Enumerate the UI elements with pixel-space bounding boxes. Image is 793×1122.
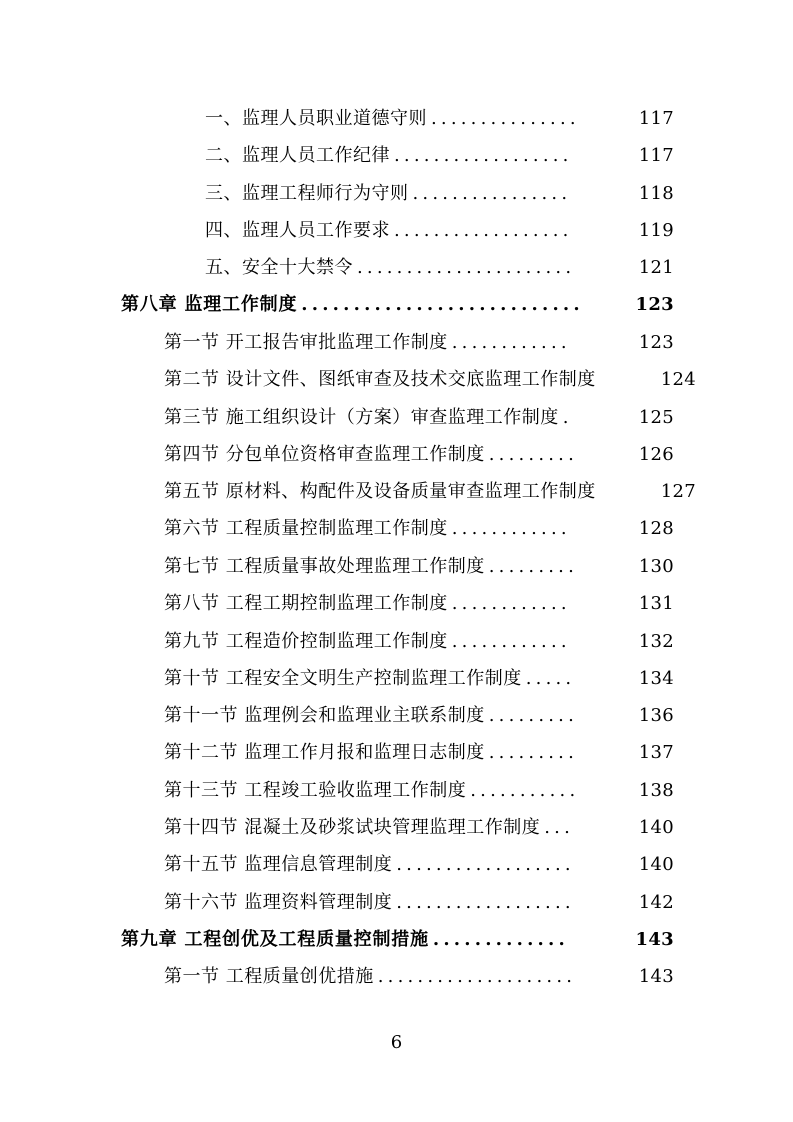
toc-entry-title: 第十四节 混凝土及砂浆试块管理监理工作制度 [164, 817, 541, 838]
toc-entry-page: 137 [638, 742, 674, 763]
toc-leader: ......... [488, 444, 579, 465]
toc-leader: .................. [396, 854, 575, 875]
toc-entry-title: 第八章 监理工作制度 [121, 294, 298, 315]
toc-entry-page: 117 [638, 145, 674, 166]
toc-entry-title: 第九章 工程创优及工程质量控制措施 [121, 929, 429, 950]
toc-leader: ..... [525, 668, 576, 689]
toc-entry-page: 132 [638, 631, 674, 652]
toc-entry-page: 142 [638, 892, 674, 913]
toc-leader: ........................... [301, 294, 584, 315]
toc-entry[interactable] [164, 964, 674, 990]
toc-entry-page: 121 [638, 257, 674, 278]
toc-leader: .................. [394, 145, 573, 166]
toc-entry-page: 128 [638, 518, 674, 539]
toc-entry-title: 第十六节 监理资料管理制度 [164, 892, 393, 913]
toc-entry[interactable] [164, 703, 674, 729]
toc-leader: .................. [396, 892, 575, 913]
toc-entry[interactable] [164, 330, 674, 356]
toc-leader: ...................... [357, 257, 576, 278]
toc-entry[interactable] [164, 516, 674, 542]
toc-entry-page: 124 [660, 369, 696, 390]
page-number: 6 [390, 1032, 403, 1053]
toc-leader: ............ [451, 518, 571, 539]
toc-leader: ......... [488, 556, 579, 577]
toc-entry-title: 第二节 设计文件、图纸审查及技术交底监理工作制度 [164, 369, 596, 390]
toc-entry-page: 126 [638, 444, 674, 465]
toc-entry-title: 第三节 施工组织设计（方案）审查监理工作制度 [164, 407, 559, 428]
toc-entry-page: 117 [638, 108, 674, 129]
toc-entry-title: 第六节 工程质量控制监理工作制度 [164, 518, 448, 539]
toc-entry-page: 143 [635, 929, 674, 950]
toc-entry-title: 二、监理人员工作纪律 [205, 145, 390, 166]
toc-entry-page: 134 [638, 668, 674, 689]
toc-entry[interactable] [164, 405, 674, 431]
toc-chapter[interactable] [121, 292, 674, 318]
toc-entry-page: 119 [638, 220, 674, 241]
toc-leader: ............. [432, 929, 569, 950]
toc-entry[interactable] [205, 218, 674, 244]
toc-entry-page: 123 [635, 294, 674, 315]
toc-leader: ............ [451, 631, 571, 652]
toc-leader: .................... [377, 966, 577, 987]
toc-entry[interactable] [164, 666, 674, 692]
toc-entry-page: 140 [638, 817, 674, 838]
toc-entry-page: 131 [638, 593, 674, 614]
toc-entry-page: 143 [638, 966, 674, 987]
toc-entry[interactable] [205, 106, 674, 132]
toc-entry-page: 125 [638, 407, 674, 428]
toc-entry-title: 第五节 原材料、构配件及设备质量审查监理工作制度 [164, 481, 596, 502]
toc-leader: . [562, 407, 573, 428]
toc-entry-title: 五、安全十大禁令 [205, 257, 353, 278]
toc-entry-title: 第十五节 监理信息管理制度 [164, 854, 393, 875]
toc-entry[interactable] [164, 852, 674, 878]
toc-leader: ............... [431, 108, 580, 129]
toc-entry[interactable] [164, 778, 674, 804]
toc-entry[interactable] [205, 143, 674, 169]
toc-entry-page: 130 [638, 556, 674, 577]
toc-entry[interactable] [164, 367, 696, 393]
toc-entry[interactable] [164, 591, 674, 617]
toc-entry-title: 第十节 工程安全文明生产控制监理工作制度 [164, 668, 522, 689]
toc-entry-title: 第十二节 监理工作月报和监理日志制度 [164, 742, 485, 763]
toc-entry[interactable] [164, 554, 674, 580]
toc-entry-page: 136 [638, 705, 674, 726]
toc-entry-page: 118 [638, 183, 674, 204]
toc-entry[interactable] [164, 442, 674, 468]
toc-entry-title: 第七节 工程质量事故处理监理工作制度 [164, 556, 485, 577]
toc-entry-title: 四、监理人员工作要求 [205, 220, 390, 241]
toc-entry-title: 第一节 工程质量创优措施 [164, 966, 374, 987]
toc-entry-page: 127 [660, 481, 696, 502]
toc-entry-title: 第四节 分包单位资格审查监理工作制度 [164, 444, 485, 465]
toc-entry[interactable] [205, 181, 674, 207]
toc-leader: .................. [394, 220, 573, 241]
toc-leader: ... [544, 817, 574, 838]
toc-leader: ................ [412, 183, 572, 204]
toc-leader: ........... [470, 780, 580, 801]
toc-entry-title: 第十一节 监理例会和监理业主联系制度 [164, 705, 485, 726]
toc-entry[interactable] [164, 815, 674, 841]
toc-entry-title: 第八节 工程工期控制监理工作制度 [164, 593, 448, 614]
toc-entry-page: 140 [638, 854, 674, 875]
toc-entry[interactable] [205, 255, 674, 281]
toc-leader: ......... [488, 705, 579, 726]
toc-entry-title: 三、监理工程师行为守则 [205, 183, 409, 204]
toc-entry[interactable] [164, 890, 674, 916]
toc-leader: ......... [488, 742, 579, 763]
toc-entry[interactable] [164, 479, 696, 505]
toc-entry-title: 第十三节 工程竣工验收监理工作制度 [164, 780, 467, 801]
toc-entry[interactable] [164, 740, 674, 766]
toc-entry-page: 138 [638, 780, 674, 801]
toc-entry-title: 一、监理人员职业道德守则 [205, 108, 427, 129]
toc-entry-title: 第一节 开工报告审批监理工作制度 [164, 332, 448, 353]
toc-leader: ............ [451, 332, 571, 353]
toc-entry-title: 第九节 工程造价控制监理工作制度 [164, 631, 448, 652]
toc-entry-page: 123 [638, 332, 674, 353]
toc-leader: ............ [451, 593, 571, 614]
toc-entry[interactable] [164, 629, 674, 655]
toc-chapter[interactable] [121, 927, 674, 953]
